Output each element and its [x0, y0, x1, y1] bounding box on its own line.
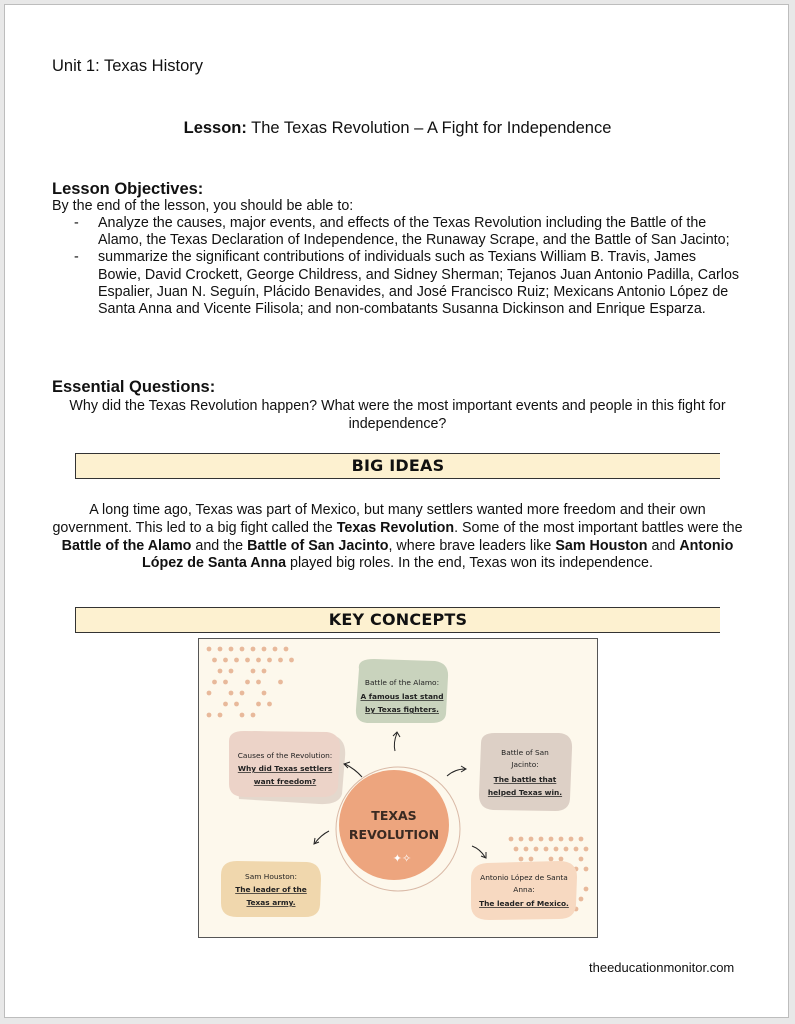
arrow-right-icon	[447, 769, 465, 776]
center-label: TEXAS	[371, 808, 417, 823]
causes-desc: Why did Texas settlers	[237, 764, 333, 773]
lesson-title	[5, 119, 790, 138]
decorative-dots	[207, 647, 294, 718]
arrow-down-left-icon	[315, 831, 329, 843]
santaanna-title: Anna:	[513, 885, 535, 894]
decorative-dot	[559, 837, 564, 842]
sanjacinto-title: Jacinto:	[511, 760, 539, 769]
santaanna-desc: The leader of Mexico.	[479, 899, 569, 908]
decorative-dot	[564, 847, 569, 852]
decorative-dot	[245, 658, 250, 663]
decorative-dot	[278, 680, 283, 685]
decorative-dot	[256, 658, 261, 663]
decorative-dot	[240, 713, 245, 718]
houston-desc: The leader of the	[235, 885, 307, 894]
decorative-dot	[584, 867, 589, 872]
arrow-down-right-icon	[472, 846, 485, 857]
decorative-dot	[574, 847, 579, 852]
decorative-dot	[245, 680, 250, 685]
decorative-dot	[579, 897, 584, 902]
key-concepts-banner: KEY CONCEPTS	[75, 607, 720, 633]
alamo-desc: by Texas fighters.	[365, 705, 439, 714]
sanjacinto-bubble	[479, 733, 572, 811]
decorative-dot	[207, 647, 212, 652]
decorative-dot	[251, 669, 256, 674]
decorative-dot	[234, 658, 239, 663]
decorative-dot	[534, 847, 539, 852]
decorative-dot	[289, 658, 294, 663]
decorative-dot	[267, 702, 272, 707]
decorative-dot	[579, 837, 584, 842]
decorative-dot	[207, 713, 212, 718]
objective-item: - Analyze the causes, major events, and effects of the Texas Revolution including the Battle of the Alamo, the Texas Declaration of Independence, the Runaway Scrape, and the Battle of San Jacinto;	[74, 215, 730, 249]
decorative-dot	[256, 680, 261, 685]
sanjacinto-title: Battle of San	[501, 748, 549, 757]
decorative-dot	[569, 837, 574, 842]
center-label: REVOLUTION	[348, 827, 440, 842]
sanjacinto-desc: helped Texas win.	[487, 788, 563, 797]
decorative-dot	[229, 647, 234, 652]
decorative-dot	[223, 680, 228, 685]
decorative-dot	[251, 713, 256, 718]
key-concepts-graphic	[198, 638, 598, 938]
decorative-dot	[278, 658, 283, 663]
decorative-dot	[234, 702, 239, 707]
decorative-dot	[240, 647, 245, 652]
decorative-dot	[519, 837, 524, 842]
lesson-name: The Texas Revolution – A Fight for Independence	[246, 119, 612, 137]
decorative-dot	[262, 691, 267, 696]
decorative-dot	[273, 647, 278, 652]
decorative-dot	[549, 857, 554, 862]
unit-title: Unit 1: Texas History	[52, 57, 203, 75]
decorative-dot	[207, 691, 212, 696]
arrow-up-icon	[394, 733, 397, 751]
decorative-dot	[519, 857, 524, 862]
decorative-dot	[554, 847, 559, 852]
decorative-dot	[218, 713, 223, 718]
decorative-dot	[218, 647, 223, 652]
decorative-dot	[223, 658, 228, 663]
sanjacinto-desc: The battle that	[493, 775, 557, 784]
decorative-dot	[229, 669, 234, 674]
houston-title: Sam Houston:	[245, 872, 297, 881]
decorative-dot	[212, 680, 217, 685]
decorative-dot	[262, 647, 267, 652]
objective-text: summarize the significant contributions of individuals such as Texians William B. Travis, James Bowie, David Crockett, George Childress, and Sidney Sherman; Tejanos Juan Antonio Padilla, Carlos Espalier, Juan N. Seguín, Plácido Benavides, and José Francisco Ruiz; Mexicans Antonio López de Santa Anna and Vicente Filisola; and non-combatants Susanna Dickinson and Enrique Esparza.	[98, 249, 740, 318]
decorative-dot	[579, 857, 584, 862]
concept-map	[199, 639, 598, 938]
decorative-dot	[584, 887, 589, 892]
essential-questions-text: Why did the Texas Revolution happen? What were the most important events and people in this fight for independence?	[69, 398, 726, 432]
santaanna-title: Antonio López de Santa	[480, 873, 568, 882]
sparkle-icon: ✦✧	[392, 852, 412, 865]
decorative-dot	[267, 658, 272, 663]
big-ideas-banner: BIG IDEAS	[75, 453, 720, 479]
decorative-dot	[529, 837, 534, 842]
decorative-dot	[240, 691, 245, 696]
decorative-dot	[256, 702, 261, 707]
decorative-dot	[262, 669, 267, 674]
decorative-dot	[544, 847, 549, 852]
decorative-dot	[524, 847, 529, 852]
decorative-dot	[539, 837, 544, 842]
lesson-label: Lesson:	[183, 119, 247, 137]
decorative-dot	[514, 847, 519, 852]
decorative-dot	[584, 847, 589, 852]
big-ideas-text: A long time ago, Texas was part of Mexico, but many settlers wanted more freedom and their own government. This led to a big fight called the Texas Revolution. Some of the most important battles were the Battle of the Alamo and the Battle of San Jacinto, where brave leaders like Sam Houston and Antonio López de Santa Anna played big roles. In the end, Texas won its independence.	[52, 502, 743, 572]
essential-questions-heading: Essential Questions:	[52, 378, 216, 396]
objective-item: - summarize the significant contributions of individuals such as Texians William B. Travis, James Bowie, David Crockett, George Childress, and Sidney Sherman; Tejanos Juan Antonio Padilla, Carlos Espalier, Juan N. Seguín, Plácido Benavides, and José Francisco Ruiz; Mexicans Antonio López de Santa Anna and Vicente Filisola; and non-combatants Susanna Dickinson and Enrique Esparza.	[74, 249, 740, 318]
site-footer: theeducationmonitor.com	[589, 960, 735, 975]
objective-text: Analyze the causes, major events, and effects of the Texas Revolution including the Battle of the Alamo, the Texas Declaration of Independence, the Runaway Scrape, and the Battle of San Jacinto;	[98, 215, 730, 249]
causes-desc: want freedom?	[253, 777, 317, 786]
document-page	[4, 4, 789, 1018]
decorative-dot	[509, 837, 514, 842]
decorative-dot	[251, 647, 256, 652]
decorative-dot	[212, 658, 217, 663]
decorative-dot	[549, 837, 554, 842]
decorative-dot	[229, 691, 234, 696]
decorative-dot	[529, 857, 534, 862]
alamo-title: Battle of the Alamo:	[364, 678, 440, 687]
objectives-heading: Lesson Objectives:	[52, 180, 204, 198]
causes-title: Causes of the Revolution:	[237, 751, 333, 760]
decorative-dot	[218, 669, 223, 674]
decorative-dot	[559, 857, 564, 862]
alamo-desc: A famous last stand	[360, 692, 444, 701]
decorative-dot	[284, 647, 289, 652]
arrow-left-icon	[345, 764, 362, 777]
objectives-intro: By the end of the lesson, you should be able to:	[52, 198, 354, 214]
objectives-list	[52, 215, 742, 318]
houston-desc: Texas army.	[246, 898, 296, 907]
decorative-dot	[223, 702, 228, 707]
